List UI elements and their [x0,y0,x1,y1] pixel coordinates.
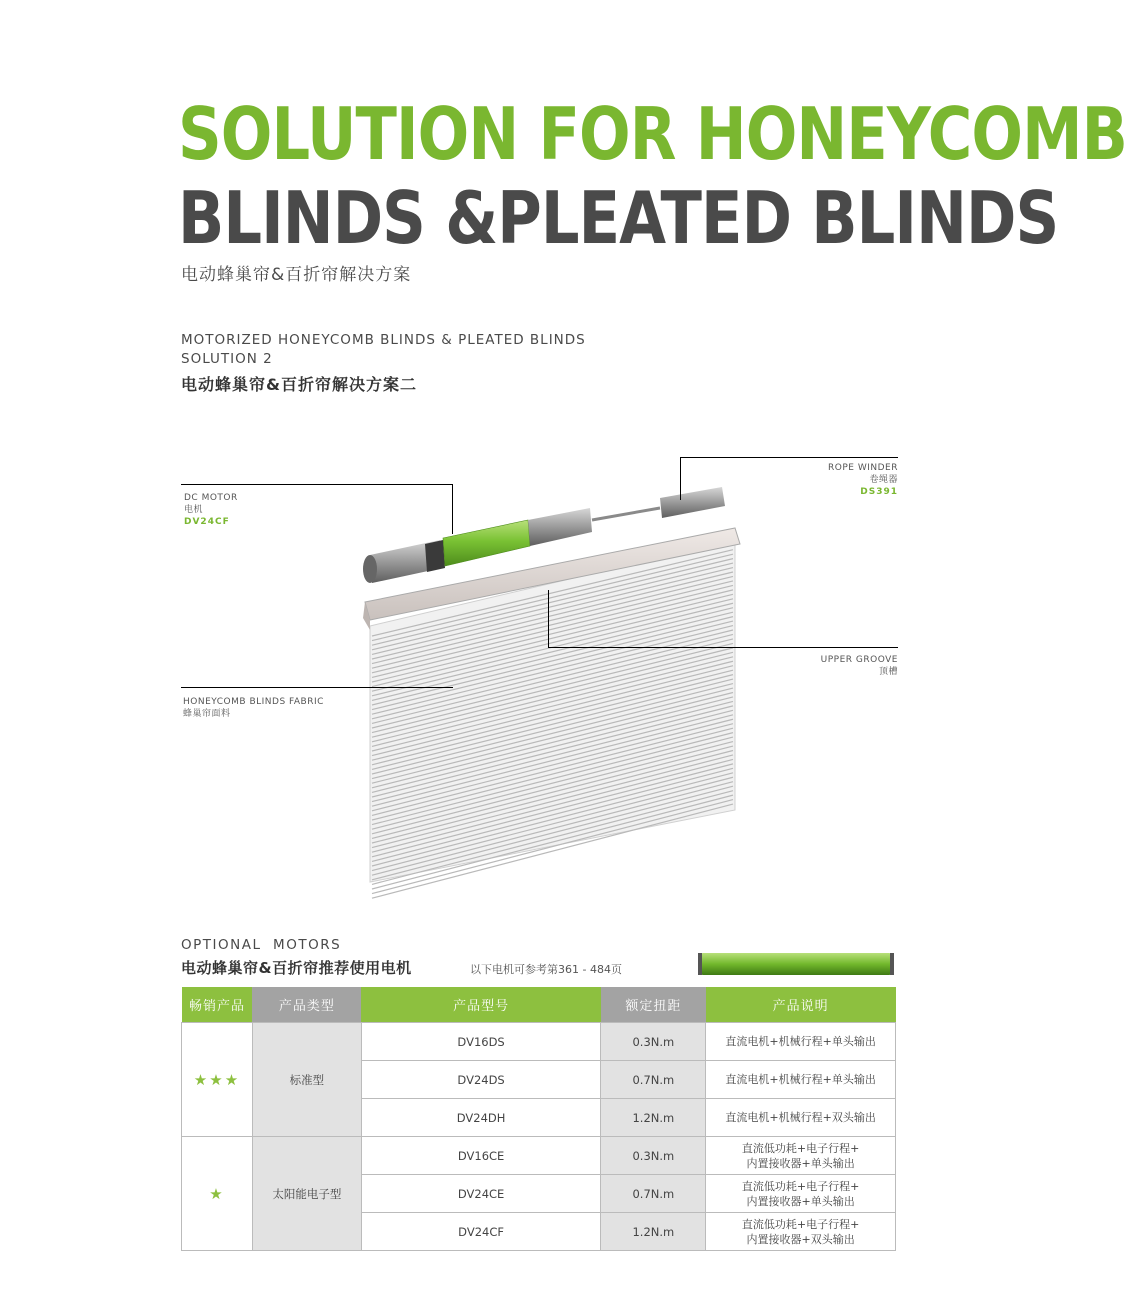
title-line-1: SOLUTION FOR HONEYCOMB [178,92,1127,177]
product-description [706,1023,896,1061]
fabric-label-cn: 蜂巢帘面料 [183,709,231,719]
title-line-2: BLINDS &PLEATED BLINDS [178,176,1059,261]
rope-winder-label-en: ROPE WINDER [828,463,898,473]
description-line: 直流电机+机械行程+单头输出 [725,1035,876,1048]
table-row [182,1137,896,1175]
optional-motors-heading-cn: 电动蜂巢帘&百折帘推荐使用电机 [181,959,412,977]
rated-torque: 0.7N.m [601,1061,706,1099]
motor-end-cap [363,555,377,583]
description-line: 内置接收器+单头输出 [746,1194,855,1208]
callout-fabric [183,696,324,720]
star-rating [182,1023,253,1137]
dc-motor-model: DV24CF [184,517,230,527]
section-heading-cn: 电动蜂巢帘&百折帘解决方案二 [181,375,417,394]
header-type: 产品类型 [252,987,361,1023]
description-line: 直流低功耗+电子行程+ [741,1141,860,1155]
rope-winder [660,487,725,518]
section-heading-line-1: MOTORIZED HONEYCOMB BLINDS & PLEATED BLINDS [181,332,586,348]
optional-motors-note: 以下电机可参考第361 - 484页 [470,963,622,976]
product-model: DV24DS [361,1061,601,1099]
rated-torque: 1.2N.m [601,1099,706,1137]
drive-shaft [592,508,660,520]
product-model: DV24CE [361,1175,601,1213]
rated-torque: 0.3N.m [601,1137,706,1175]
star-rating [182,1137,253,1251]
upper-groove-label-cn: 顶槽 [878,667,898,677]
callout-rope-winder [828,462,898,498]
section-heading-en [181,331,586,369]
product-type: 太阳能电子型 [252,1137,361,1251]
motor-tube-image [698,950,896,978]
table-header-row [182,987,896,1023]
product-model: DV24DH [361,1099,601,1137]
star-icon: ★★★ [193,1070,241,1089]
product-description [706,1175,896,1213]
description-line: 内置接收器+双头输出 [746,1232,855,1246]
motor-spec-table [181,987,896,1251]
title-chinese: 电动蜂巢帘&百折帘解决方案 [181,265,412,285]
fabric-label-en: HONEYCOMB BLINDS FABRIC [183,697,324,707]
rated-torque: 0.7N.m [601,1175,706,1213]
description-line: 直流低功耗+电子行程+ [741,1179,860,1193]
product-type: 标准型 [252,1023,361,1137]
product-description [706,1099,896,1137]
callout-dc-motor [184,492,238,528]
callout-upper-groove [821,654,898,678]
motor-gearbox [528,508,592,546]
star-icon: ★ [209,1184,225,1203]
motor-collar [425,540,445,572]
table-row [182,1023,896,1061]
green-motor-tube [443,520,530,566]
description-line: 直流电机+机械行程+单头输出 [725,1073,876,1086]
section-heading-line-2: SOLUTION 2 [181,351,273,367]
product-description [706,1213,896,1251]
header-model: 产品型号 [361,987,601,1023]
description-line: 直流低功耗+电子行程+ [741,1217,860,1231]
description-line: 内置接收器+单头输出 [746,1156,855,1170]
rated-torque: 0.3N.m [601,1023,706,1061]
header-description: 产品说明 [706,987,896,1023]
dc-motor-label-en: DC MOTOR [184,493,238,503]
product-model: DV24CF [361,1213,601,1251]
dc-motor-label-cn: 电机 [184,505,204,515]
description-line: 直流电机+机械行程+双头输出 [725,1111,876,1124]
optional-motors-heading-en: OPTIONAL MOTORS [181,937,342,953]
rope-winder-label-cn: 卷绳器 [869,475,898,485]
rope-winder-model: DS391 [860,487,898,497]
upper-groove-label-en: UPPER GROOVE [820,655,898,665]
product-description [706,1137,896,1175]
rated-torque: 1.2N.m [601,1213,706,1251]
product-description [706,1061,896,1099]
product-model: DV16DS [361,1023,601,1061]
header-bestseller: 畅销产品 [182,987,253,1023]
product-model: DV16CE [361,1137,601,1175]
header-torque: 额定扭距 [601,987,706,1023]
